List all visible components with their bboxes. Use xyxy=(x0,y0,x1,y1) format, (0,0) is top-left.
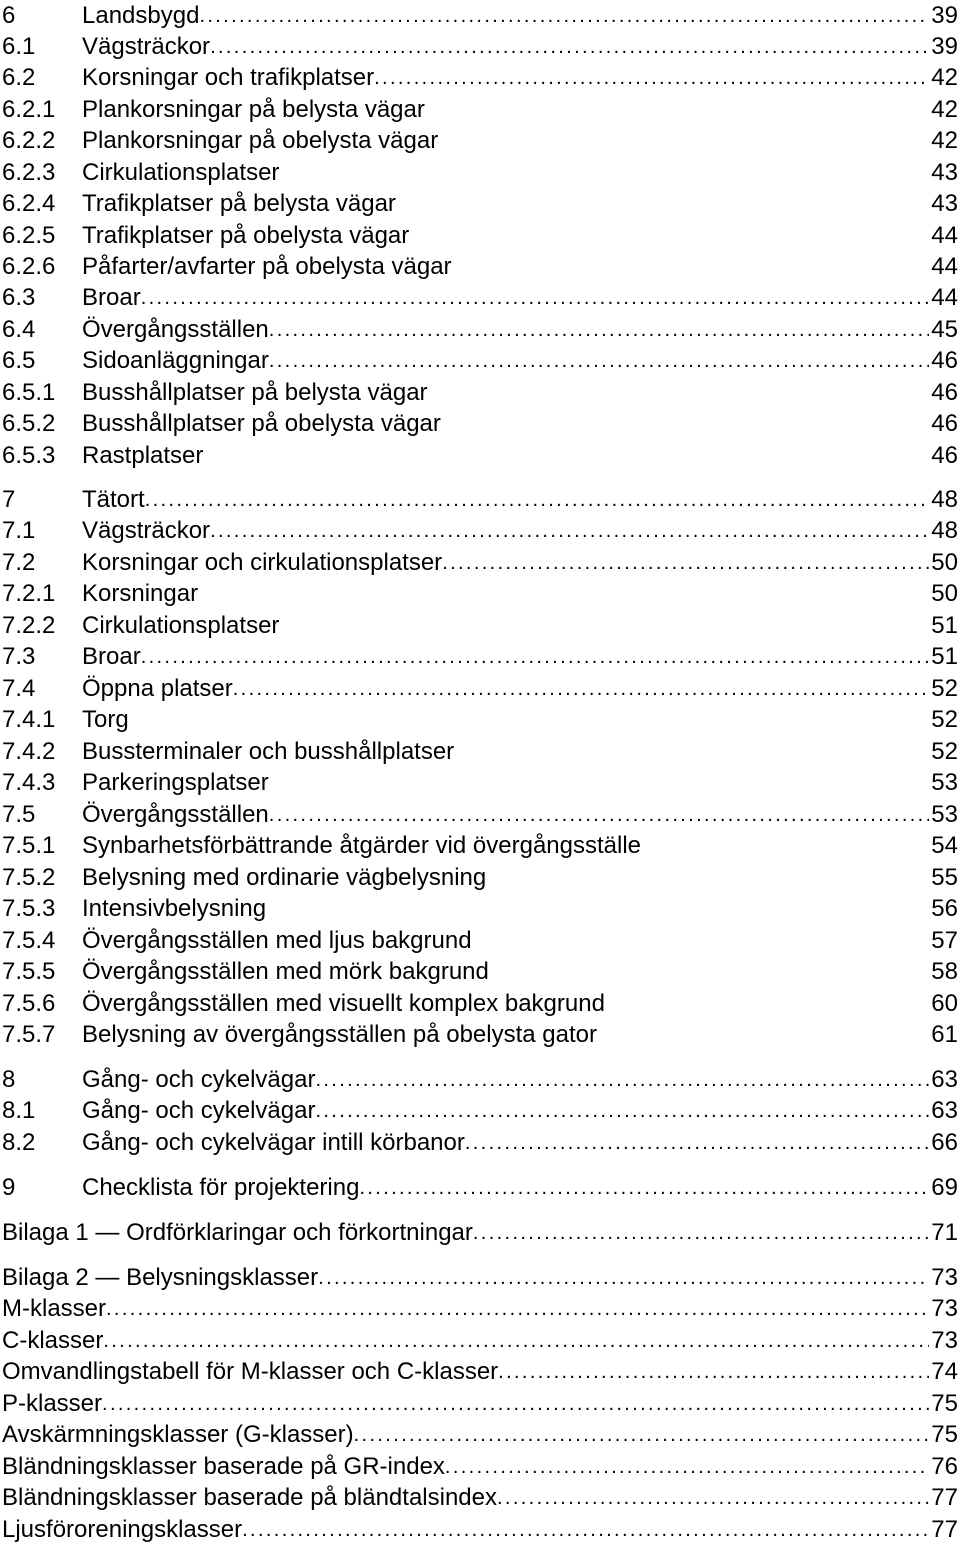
toc-entry-title: Parkeringsplatser xyxy=(82,769,269,796)
toc-entry-page-number: 39 xyxy=(931,2,958,29)
toc-entry-number: 6.4 xyxy=(2,316,36,343)
toc-entry[interactable] xyxy=(2,1451,958,1481)
toc-entry-number: 6.5.2 xyxy=(2,410,56,437)
toc-entry-page-number: 56 xyxy=(931,895,958,922)
toc-entry-title: Tätort xyxy=(82,486,145,513)
dot-leader xyxy=(141,642,930,671)
toc-entry-number: 8.2 xyxy=(2,1129,36,1156)
toc-entry[interactable] xyxy=(2,1019,958,1049)
toc-entry-number: 6.2 xyxy=(2,64,36,91)
toc-entry[interactable] xyxy=(2,956,958,986)
toc-entry-title: Cirkulationsplatser xyxy=(82,159,280,186)
toc-entry-page-number: 73 xyxy=(931,1295,958,1322)
toc-entry-title: Övergångsställen xyxy=(82,801,269,828)
toc-entry-number: 7.3 xyxy=(2,643,36,670)
dot-leader xyxy=(269,315,930,344)
toc-entry-title: Busshållplatser på belysta vägar xyxy=(82,379,428,406)
toc-entry[interactable] xyxy=(2,484,958,514)
toc-entry[interactable] xyxy=(2,94,958,124)
dot-leader xyxy=(210,516,929,545)
toc-entry-title: C-klasser xyxy=(2,1327,104,1354)
toc-entry-number: 6.2.2 xyxy=(2,127,56,154)
toc-entry-page-number: 46 xyxy=(931,347,958,374)
toc-entry-page-number: 77 xyxy=(931,1484,958,1511)
toc-entry[interactable] xyxy=(2,377,958,407)
toc-entry-page-number: 69 xyxy=(931,1174,958,1201)
toc-entry[interactable] xyxy=(2,673,958,703)
toc-entry-number: 6.2.6 xyxy=(2,253,56,280)
toc-entry-title: Gång- och cykelvägar intill körbanor xyxy=(82,1129,465,1156)
dot-leader xyxy=(141,283,930,312)
toc-entry-page-number: 46 xyxy=(931,442,958,469)
toc-entry[interactable] xyxy=(2,610,958,640)
toc-entry-number: 7.5.7 xyxy=(2,1021,56,1048)
toc-entry-title: Vägsträckor xyxy=(82,33,211,60)
dot-leader xyxy=(498,1357,929,1386)
toc-entry[interactable] xyxy=(2,440,958,470)
toc-entry-number: 7.4.3 xyxy=(2,769,56,796)
toc-entry-page-number: 52 xyxy=(931,706,958,733)
toc-entry-title: Trafikplatser på belysta vägar xyxy=(82,190,396,217)
toc-entry[interactable] xyxy=(2,704,958,734)
toc-entry[interactable] xyxy=(2,31,958,61)
toc-entry-title: Gång- och cykelvägar xyxy=(82,1097,316,1124)
toc-entry-page-number: 75 xyxy=(931,1421,958,1448)
toc-entry[interactable] xyxy=(2,736,958,766)
toc-entry-number: 6.5.1 xyxy=(2,379,56,406)
toc-entry[interactable] xyxy=(2,314,958,344)
toc-entry-title: Bilaga 1 — Ordförklaringar och förkortningar xyxy=(2,1219,473,1246)
toc-entry[interactable] xyxy=(2,62,958,92)
toc-entry[interactable] xyxy=(2,1419,958,1449)
toc-entry-page-number: 53 xyxy=(931,801,958,828)
toc-entry[interactable] xyxy=(2,1095,958,1125)
toc-entry[interactable] xyxy=(2,1356,958,1386)
toc-entry-title: Bländningsklasser baserade på bländtalsindex xyxy=(2,1484,497,1511)
toc-entry-title: Påfarter/avfarter på obelysta vägar xyxy=(82,253,452,280)
dot-leader xyxy=(269,346,929,375)
toc-entry-number: 8.1 xyxy=(2,1097,36,1124)
toc-entry-title: Plankorsningar på belysta vägar xyxy=(82,96,425,123)
toc-entry-title: Vägsträckor xyxy=(82,517,211,544)
toc-entry-title: Gång- och cykelvägar xyxy=(82,1066,316,1093)
toc-entry-page-number: 43 xyxy=(931,190,958,217)
toc-entry-number: 7.5.4 xyxy=(2,927,56,954)
toc-entry-page-number: 48 xyxy=(931,517,958,544)
toc-entry-title: Ljusföroreningsklasser xyxy=(2,1516,243,1543)
toc-entry-number: 7.2 xyxy=(2,549,36,576)
toc-entry-page-number: 52 xyxy=(931,738,958,765)
toc-entry-page-number: 42 xyxy=(931,127,958,154)
toc-entry-title: Checklista för projektering xyxy=(82,1174,360,1201)
toc-entry[interactable] xyxy=(2,1293,958,1323)
toc-entry[interactable] xyxy=(2,1482,958,1512)
toc-entry-title: Plankorsningar på obelysta vägar xyxy=(82,127,439,154)
toc-entry[interactable] xyxy=(2,1388,958,1418)
dot-leader xyxy=(315,1096,929,1125)
toc-entry-page-number: 63 xyxy=(931,1066,958,1093)
toc-entry-title: Trafikplatser på obelysta vägar xyxy=(82,222,410,249)
toc-entry-title: Korsningar och cirkulationsplatser xyxy=(82,549,443,576)
dot-leader xyxy=(102,1389,929,1418)
toc-entry[interactable] xyxy=(2,220,958,250)
toc-entry-page-number: 54 xyxy=(931,832,958,859)
toc-entry-page-number: 73 xyxy=(931,1327,958,1354)
toc-entry-number: 6.3 xyxy=(2,284,36,311)
toc-entry-page-number: 42 xyxy=(931,64,958,91)
toc-entry-page-number: 43 xyxy=(931,159,958,186)
toc-entry-title: Korsningar xyxy=(82,580,199,607)
toc-entry-title: Övergångsställen med visuellt komplex bakgrund xyxy=(82,990,605,1017)
toc-entry-page-number: 55 xyxy=(931,864,958,891)
dot-leader xyxy=(145,485,930,514)
toc-entry[interactable] xyxy=(2,578,958,608)
toc-entry-page-number: 75 xyxy=(931,1390,958,1417)
toc-entry-title: Bländningsklasser baserade på GR-index xyxy=(2,1453,445,1480)
toc-entry-title: Torg xyxy=(82,706,129,733)
toc-entry-title: Övergångsställen xyxy=(82,316,269,343)
toc-entry[interactable] xyxy=(2,547,958,577)
toc-entry[interactable] xyxy=(2,1127,958,1157)
toc-entry-title: Övergångsställen med ljus bakgrund xyxy=(82,927,472,954)
toc-entry-number: 6.2.5 xyxy=(2,222,56,249)
toc-entry-title: Öppna platser xyxy=(82,675,233,702)
toc-entry-title: M-klasser xyxy=(2,1295,107,1322)
toc-entry-page-number: 76 xyxy=(931,1453,958,1480)
toc-entry-page-number: 48 xyxy=(931,486,958,513)
toc-entry-title: Övergångsställen med mörk bakgrund xyxy=(82,958,489,985)
toc-entry[interactable] xyxy=(2,862,958,892)
toc-entry-number: 7 xyxy=(2,486,16,513)
toc-entry-number: 7.4 xyxy=(2,675,36,702)
dot-leader xyxy=(359,1173,929,1202)
toc-entry[interactable] xyxy=(2,1217,958,1247)
toc-entry[interactable] xyxy=(2,1172,958,1202)
dot-leader xyxy=(445,1452,929,1481)
toc-entry-title: Omvandlingstabell för M-klasser och C-klasser xyxy=(2,1358,499,1385)
dot-leader xyxy=(269,800,930,829)
toc-entry[interactable] xyxy=(2,988,958,1018)
toc-entry[interactable] xyxy=(2,157,958,187)
toc-entry-page-number: 73 xyxy=(931,1264,958,1291)
toc-entry-title: Bilaga 2 — Belysningsklasser xyxy=(2,1264,319,1291)
toc-entry-page-number: 74 xyxy=(931,1358,958,1385)
dot-leader xyxy=(106,1294,929,1323)
toc-entry-number: 7.5.6 xyxy=(2,990,56,1017)
toc-entry-title: Avskärmningsklasser (G-klasser) xyxy=(2,1421,354,1448)
dot-leader xyxy=(103,1326,929,1355)
toc-entry-page-number: 51 xyxy=(931,643,958,670)
toc-entry[interactable] xyxy=(2,345,958,375)
toc-entry-page-number: 46 xyxy=(931,410,958,437)
toc-entry-page-number: 50 xyxy=(931,580,958,607)
toc-entry-number: 9 xyxy=(2,1174,16,1201)
toc-entry-title: Synbarhetsförbättrande åtgärder vid övergångsställe xyxy=(82,832,642,859)
toc-entry-title: Landsbygd xyxy=(82,2,200,29)
toc-entry-number: 7.4.1 xyxy=(2,706,56,733)
toc-entry-title: Broar xyxy=(82,284,141,311)
toc-entry-title: Bussterminaler och busshållplatser xyxy=(82,738,455,765)
toc-entry-number: 7.5.2 xyxy=(2,864,56,891)
toc-entry-page-number: 44 xyxy=(931,222,958,249)
toc-entry-title: Rastplatser xyxy=(82,442,204,469)
toc-entry[interactable] xyxy=(2,1514,958,1544)
dot-leader xyxy=(233,674,930,703)
toc-entry-number: 7.2.1 xyxy=(2,580,56,607)
toc-entry-number: 6 xyxy=(2,2,16,29)
toc-entry[interactable] xyxy=(2,893,958,923)
toc-entry[interactable] xyxy=(2,799,958,829)
toc-entry-page-number: 50 xyxy=(931,549,958,576)
toc-entry-number: 7.4.2 xyxy=(2,738,56,765)
toc-entry[interactable] xyxy=(2,0,958,30)
toc-entry[interactable] xyxy=(2,188,958,218)
toc-entry-number: 6.5 xyxy=(2,347,36,374)
toc-entry-title: Sidoanläggningar xyxy=(82,347,269,374)
toc-entry-title: Intensivbelysning xyxy=(82,895,267,922)
dot-leader xyxy=(354,1420,930,1449)
toc-entry-number: 7.5.1 xyxy=(2,832,56,859)
toc-entry-title: Belysning av övergångsställen på obelysta gator xyxy=(82,1021,597,1048)
toc-entry-page-number: 53 xyxy=(931,769,958,796)
dot-leader xyxy=(473,1218,929,1247)
toc-entry-number: 7.5.5 xyxy=(2,958,56,985)
dot-leader xyxy=(318,1263,929,1292)
toc-entry-page-number: 57 xyxy=(931,927,958,954)
toc-entry-page-number: 71 xyxy=(931,1219,958,1246)
toc-entry-page-number: 66 xyxy=(931,1129,958,1156)
toc-entry-page-number: 63 xyxy=(931,1097,958,1124)
toc-entry-number: 8 xyxy=(2,1066,16,1093)
toc-entry-title: Busshållplatser på obelysta vägar xyxy=(82,410,441,437)
dot-leader xyxy=(199,1,929,30)
toc-entry-page-number: 44 xyxy=(931,284,958,311)
toc-entry[interactable] xyxy=(2,1064,958,1094)
toc-entry[interactable] xyxy=(2,641,958,671)
dot-leader xyxy=(210,32,929,61)
toc-entry-page-number: 46 xyxy=(931,379,958,406)
toc-entry-number: 7.2.2 xyxy=(2,612,56,639)
toc-entry[interactable] xyxy=(2,1325,958,1355)
toc-entry[interactable] xyxy=(2,767,958,797)
toc-entry-page-number: 44 xyxy=(931,253,958,280)
toc-entry[interactable] xyxy=(2,830,958,860)
toc-entry-title: Cirkulationsplatser xyxy=(82,612,280,639)
dot-leader xyxy=(465,1128,929,1157)
toc-entry[interactable] xyxy=(2,125,958,155)
dot-leader xyxy=(315,1065,929,1094)
toc-entry-page-number: 39 xyxy=(931,33,958,60)
dot-leader xyxy=(442,548,929,577)
toc-entry[interactable] xyxy=(2,251,958,281)
toc-entry-page-number: 58 xyxy=(931,958,958,985)
toc-entry-number: 6.2.1 xyxy=(2,96,56,123)
dot-leader xyxy=(497,1483,929,1512)
toc-entry-page-number: 52 xyxy=(931,675,958,702)
toc-entry-number: 6.1 xyxy=(2,33,36,60)
toc-entry[interactable] xyxy=(2,925,958,955)
dot-leader xyxy=(242,1515,929,1544)
toc-entry[interactable] xyxy=(2,515,958,545)
toc-entry-page-number: 42 xyxy=(931,96,958,123)
toc-entry-page-number: 77 xyxy=(931,1516,958,1543)
toc-entry-number: 7.5 xyxy=(2,801,36,828)
toc-entry-title: Belysning med ordinarie vägbelysning xyxy=(82,864,487,891)
toc-entry-title: Broar xyxy=(82,643,141,670)
toc-entry[interactable] xyxy=(2,282,958,312)
toc-entry-page-number: 61 xyxy=(931,1021,958,1048)
toc-entry-number: 6.5.3 xyxy=(2,442,56,469)
toc-entry[interactable] xyxy=(2,408,958,438)
toc-entry-number: 7.5.3 xyxy=(2,895,56,922)
toc-entry-page-number: 60 xyxy=(931,990,958,1017)
toc-entry-page-number: 51 xyxy=(931,612,958,639)
toc-entry-number: 6.2.4 xyxy=(2,190,56,217)
toc-entry-title: P-klasser xyxy=(2,1390,103,1417)
dot-leader xyxy=(374,63,929,92)
toc-entry-page-number: 45 xyxy=(931,316,958,343)
toc-entry-number: 7.1 xyxy=(2,517,36,544)
toc-entry-number: 6.2.3 xyxy=(2,159,56,186)
toc-entry-title: Korsningar och trafikplatser xyxy=(82,64,375,91)
toc-entry[interactable] xyxy=(2,1262,958,1292)
